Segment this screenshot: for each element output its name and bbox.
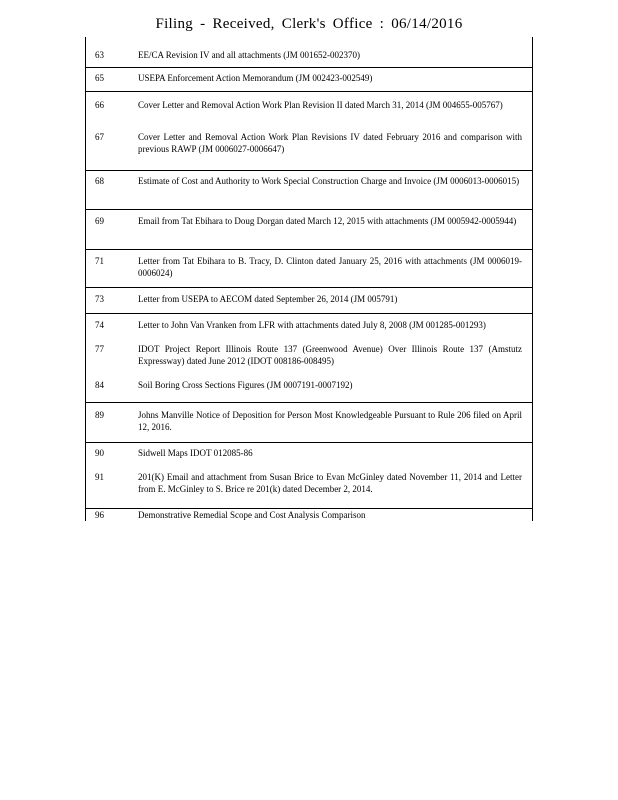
exhibit-description: EE/CA Revision IV and all attachments (JM 001652-002370) <box>138 50 361 60</box>
table-row <box>86 171 532 210</box>
exhibit-number: 71 <box>95 256 104 266</box>
table-row <box>86 288 532 314</box>
exhibit-description: Cover Letter and Removal Action Work Plan Revision II dated March 31, 2014 (JM 004655-005767) <box>138 100 503 110</box>
exhibit-number: 74 <box>95 320 104 330</box>
table-row <box>86 250 532 288</box>
exhibit-description: Email from Tat Ebihara to Doug Dorgan dated March 12, 2015 with attachments (JM 0005942-0005944) <box>138 216 517 226</box>
exhibit-description: 201(K) Email and attachment from Susan Brice to Evan McGinley dated November 11, 2014 and Letter from E. McGinley to S. Brice re 201(k) dated December 2, 2014. <box>138 472 522 494</box>
exhibit-number: 89 <box>95 410 104 420</box>
table-row <box>86 68 532 92</box>
exhibit-list-table <box>85 37 533 521</box>
table-row <box>86 210 532 250</box>
exhibit-number: 65 <box>95 73 104 83</box>
table-row <box>86 509 532 521</box>
exhibit-description: Letter to John Van Vranken from LFR with attachments dated July 8, 2008 (JM 001285-001293) <box>138 320 486 330</box>
table-row <box>86 314 532 403</box>
filing-stamp-header: Filing - Received, Clerk's Office : 06/14/2016 <box>155 16 463 32</box>
exhibit-number: 90 <box>95 448 104 458</box>
table-row <box>86 443 532 509</box>
exhibit-description: Sidwell Maps IDOT 012085-86 <box>138 448 253 458</box>
exhibit-number: 69 <box>95 216 104 226</box>
table-row <box>86 37 532 68</box>
exhibit-number: 73 <box>95 294 104 304</box>
exhibit-description: USEPA Enforcement Action Memorandum (JM 002423-002549) <box>138 73 373 83</box>
exhibit-description: Demonstrative Remedial Scope and Cost Analysis Comparison <box>138 510 366 520</box>
exhibit-number: 66 <box>95 100 104 110</box>
exhibit-description: Letter from USEPA to AECOM dated September 26, 2014 (JM 005791) <box>138 294 398 304</box>
exhibit-number: 96 <box>95 510 104 520</box>
table-row <box>86 92 532 165</box>
exhibit-description: Estimate of Cost and Authority to Work Special Construction Charge and Invoice (JM 0006013-0006015) <box>138 176 520 186</box>
exhibit-number: 77 <box>95 344 104 354</box>
table-row <box>86 403 532 443</box>
exhibit-description: Soil Boring Cross Sections Figures (JM 0007191-0007192) <box>138 380 353 390</box>
exhibit-number: 84 <box>95 380 104 390</box>
exhibit-number: 63 <box>95 50 104 60</box>
exhibit-description: Letter from Tat Ebihara to B. Tracy, D. Clinton dated January 25, 2016 with attachments (JM 0006019-0006024) <box>138 256 522 278</box>
exhibit-description: Cover Letter and Removal Action Work Plan Revisions IV dated February 2016 and comparison with previous RAWP (JM 0006027-0006647) <box>138 132 522 154</box>
exhibit-description: IDOT Project Report Illinois Route 137 (Greenwood Avenue) Over Illinois Route 137 (Amstutz Expressway) dated June 2012 (IDOT 008186-008495) <box>138 344 522 366</box>
exhibit-number: 67 <box>95 132 104 142</box>
exhibit-number: 91 <box>95 472 104 482</box>
exhibit-description: Johns Manville Notice of Deposition for Person Most Knowledgeable Pursuant to Rule 206 filed on April 12, 2016. <box>138 410 522 432</box>
exhibit-number: 68 <box>95 176 104 186</box>
